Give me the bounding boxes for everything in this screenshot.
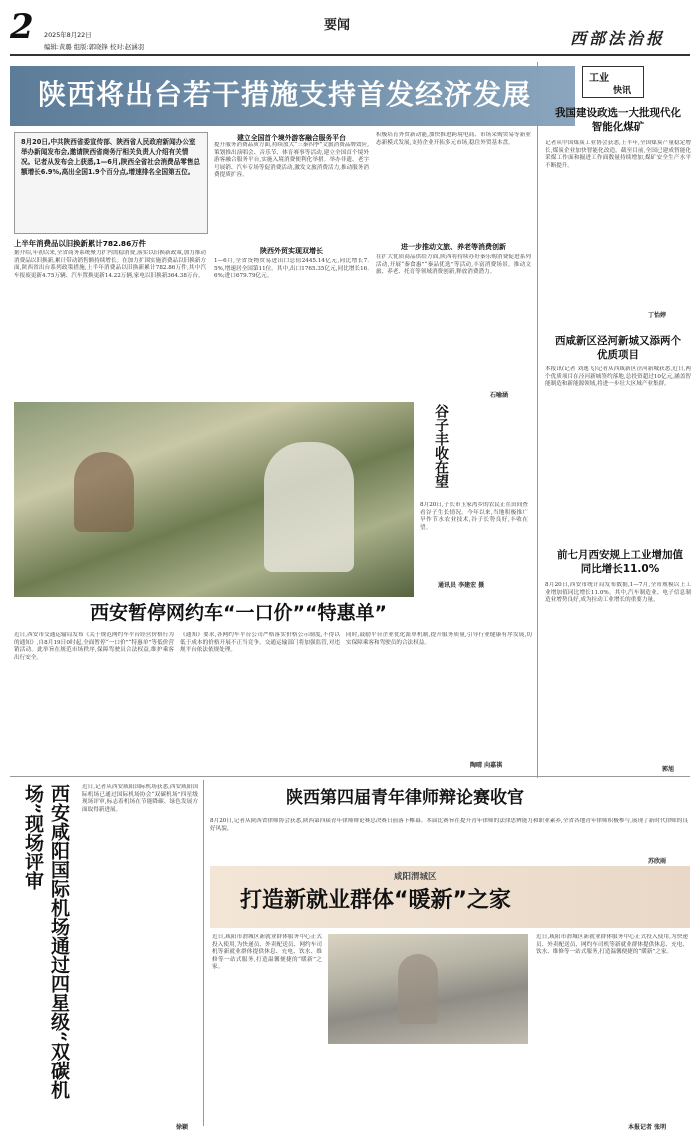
feature-district: 咸阳渭城区 [394,872,437,882]
date-line: 2025年8月22日 [44,31,92,39]
lead-byline: 石喻涵 [490,392,509,399]
mid-divider [10,776,690,777]
photo-figure-1 [74,452,134,532]
right-a1-title: 我国建设政选一大批现代化智能化煤矿 [555,107,681,133]
right-a2-title: 西咸新区泾河新城又添两个优质项目 [555,335,681,361]
feature-photo-figure [398,954,438,1024]
left-vert-divider [203,780,204,1126]
industry-label-box [582,66,644,98]
feature-photo [328,934,528,1044]
feature-title: 打造新就业群体“暖新”之家 [240,888,511,913]
section-name: 要闻 [324,18,351,33]
lead-summary-box [14,132,208,234]
right-column-divider [537,62,538,778]
lead-banner [10,66,575,126]
photo-caption-box [418,402,532,597]
right-a2-text: 本报讯(记者 刘逸飞)记者从西咸新区泾河新城获悉,近日,两个优质项目在泾河新城签约落地,总投资超过10亿元,涵盖智能制造和新能源领域,将进一步壮大区域产业集群。 [545,366,691,388]
photo-caption-title: 谷子丰收在望 [433,404,449,488]
industry-label-bottom: 快讯 [613,86,632,96]
feature-header-band [210,866,690,928]
article2-col1: 近日,西安市交通运输局发布《关于规范网约车平台经营价格行为的通知》,自8月19日0时起,全面暂停“一口价”“特惠单”等低价营销活动。此举旨在规范市场秩序,保障驾驶员合法权益,维护乘客出行安全。 [14,632,174,661]
editor-line: 编辑:黄璐 组版:郭晓锋 校对:赵涵羽 [44,43,144,51]
right-a3-title: 前七月西安规上工业增加值同比增长11.0% [557,549,683,575]
page-number: 2 [10,7,34,47]
right-a1-text: 记者从中国煤炭工业协会获悉,上半年,全国煤炭产量稳定增长,煤炭企业加快智能化改造。截至目前,全国已建成智能化采煤工作面和掘进工作面数量持续增加,煤矿安全生产水平不断提升。 [545,140,691,169]
lead-subhead-1: 上半年消费品以旧换新累计782.86万件 [14,239,146,248]
right-a3-text: 8月20日,西安市统计局发布数据,1—7月,全市规模以上工业增加值同比增长11.0%。其中,汽车制造业、电子信息制造业增势良好,成为拉动工业增长的重要力量。 [545,582,691,604]
lead-col3-text: 积极培育外贸新动能,加快推进跨境电商、市场采购贸易等新业态新模式发展,支持企业开拓多元市场,稳住外贸基本盘。 [376,132,531,146]
masthead-logo: 西部法治报 [570,29,666,48]
masthead-rule [10,54,690,56]
article2-col2: 《通知》要求,各网约车平台公司严格落实价格公示制度,不得以低于成本的价格开展不正当竞争。交通运输部门将加强监管,对违规平台依法依规处理。 [180,632,340,654]
airport-vertical-title: 西安咸阳国际机场通过四星级“双碳机场”现场评审 [22,784,70,1099]
lead-title: 陕西将出台若干措施支持首发经济发展 [38,78,532,111]
article2-title: 西安暂停网约车“一口价”“特惠单” [90,602,387,624]
lead-col3-head: 进一步推动文旅、养老等消费创新 [401,243,506,251]
article2-col3: 同时,鼓励平台企业优化派单机制,提升服务质量,引导行业健康有序发展,切实保障乘客和驾驶员的合法权益。 [346,632,532,646]
photo-figure-2 [264,442,354,572]
article3-body: 8月20日,记者从陕西省律师协会获悉,陕西第四届青年律师辩论赛总决赛日前落下帷幕。本届比赛旨在提升青年律师的法律思辨能力和职业素养,全省各地青年律师积极参与,展现了新时代律师的良好风貌。 [210,818,688,832]
right-a3-byline: 郭旭 [662,766,675,773]
lead-col1-text: 据介绍,年初以来,全省商务系统聚力扩内需稳消费,落实以旧换新政策,加力推动消费品以旧换新,累计带动销售额持续增长。在加力扩围实施消费品以旧换新方面,陕西省出台系列政策措施,上半年消费品以旧换新累计782.86万件,其中汽车报废更新4.75万辆、汽车置换更新14.22万辆,家电以旧换新364.38万台。 [14,250,206,279]
lead-col3b-text: 在扩大优质商品供给方面,陕西将持续办好秦乐购消费促进系列活动,开展“秦食惠”“秦品优选”等活动,丰富消费场景。推动文旅、养老、托育等领域消费创新,释放消费潜力。 [376,254,531,276]
article3-title: 陕西第四届青年律师辩论赛收官 [286,788,524,808]
feature-col1: 近日,咸阳市渭城区新就业群体服务中心正式投入使用,为快递员、外卖配送员、网约车司机等新就业群体提供休息、充电、饮水、维修等一站式服务,打造温馨便捷的“暖新”之家。 [212,934,322,971]
feature-col2: 近日,咸阳市渭城区新就业群体服务中心正式投入使用,为快递员、外卖配送员、网约车司机等新就业群体提供休息、充电、饮水、维修等一站式服务,打造温馨便捷的“暖新”之家。 [536,934,688,956]
photo-caption-text: 8月20日,子长市玉家湾乡的农民正在田间查看谷子生长情况。今年以来,当地积极推广旱作节水农业技术,谷子长势良好,丰收在望。 [420,502,528,531]
lead-summary: 8月20日,中共陕西省委宣传部、陕西省人民政府新闻办公室举办新闻发布会,邀请陕西省商务厅相关负责人介绍有关情况。记者从发布会上获悉,1—6月,陕西全省社会消费品零售总额增长6.9%,高出全国1.9个百分点,增速排名全国第五位。 [21,138,201,176]
lead-col2-head: 建立全国首个境外游客融合服务平台 [237,134,346,142]
industry-label-top: 工业 [589,73,609,84]
feature-byline: 本报记者 张明 [628,1124,667,1131]
lead-col2b-text: 1—6月,全省货物贸易进出口总值2445.14亿元,同比增长7.5%,增速居全国第11位。其中,出口1765.35亿元,同比增长16.6%;进口679.79亿元。 [214,258,369,280]
article3-byline: 苏欣雨 [648,858,667,865]
photo-byline: 通讯员 李建宏 摄 [438,582,485,589]
airport-byline: 徐颖 [176,1124,189,1131]
airport-body: 近日,记者从西安咸阳国际机场获悉,西安咸阳国际机场已通过国际机场协会“双碳机场”四星级现场评审,标志着机场在节能降碳、绿色发展方面取得新进展。 [82,784,198,813]
lead-col2-text: 提升服务消费品质方面,持续放大“三秦四季”文旅消费品牌效应,策划推出演唱会、音乐节、体育赛事等活动,建立全国首个境外游客融合服务平台,实施入境消费便利化举措。举办非遗、老字号展销、汽车专场等促消费活动,激发文旅消费活力,推动服务消费提质扩容。 [214,142,369,179]
article2-byline: 陶晴 向嘉祺 [470,762,503,769]
photo-millet-harvest [14,402,414,597]
lead-col2-head2: 陕西外贸实现双增长 [260,247,323,255]
right-a1-byline: 丁怡婷 [648,312,667,319]
